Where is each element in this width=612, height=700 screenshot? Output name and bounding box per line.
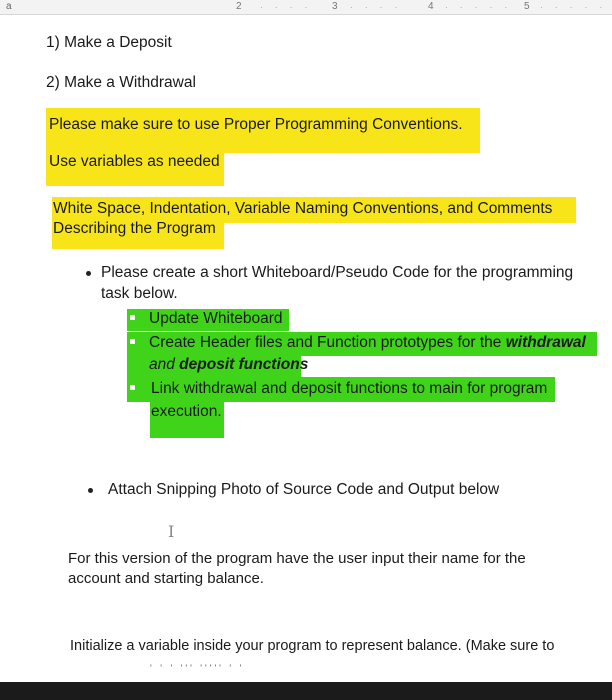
ruler-dots: · · · · · xyxy=(445,3,513,12)
ruler-dots: · · · · xyxy=(260,3,313,12)
sub-bullet-marker xyxy=(130,315,135,320)
note-use-variables: Use variables as needed xyxy=(49,153,220,170)
sub-bullet-and-text: and xyxy=(149,356,180,373)
deposit-functions-emphasis: deposit functions xyxy=(179,356,309,373)
sub-bullet-header-files-text: Create Header files and Function prototypes for the xyxy=(149,334,506,351)
bullet-dot xyxy=(88,488,93,493)
bullet-whiteboard-line2: task below. xyxy=(101,285,178,302)
ruler-number-4: 4 xyxy=(428,1,434,12)
note-proper-conventions: Please make sure to use Proper Programming Conventions. xyxy=(49,116,463,133)
bullet-whiteboard-line1: Please create a short Whiteboard/Pseudo Code for the programming xyxy=(101,264,574,281)
sub-bullet-header-files-line2 xyxy=(149,356,308,374)
ruler-dots: · · · · xyxy=(350,3,403,12)
ruler-dots: · · · · · xyxy=(540,3,608,12)
withdrawal-emphasis: withdrawal xyxy=(505,334,586,351)
sub-bullet-marker xyxy=(130,339,135,344)
item-make-withdrawal: 2) Make a Withdrawal xyxy=(46,74,196,91)
bullet-dot xyxy=(86,271,91,276)
sub-bullet-link-functions-line2: execution. xyxy=(151,403,222,420)
sub-bullet-update-whiteboard: Update Whiteboard xyxy=(149,310,283,327)
ruler-number-2: 2 xyxy=(236,1,242,12)
bullet-attach-snipping: Attach Snipping Photo of Source Code and Output below xyxy=(108,481,500,498)
sub-bullet-header-files-line1 xyxy=(149,334,586,352)
note-describing-program: Describing the Program xyxy=(53,220,216,237)
note-white-space: White Space, Indentation, Variable Naming Conventions, and Comments xyxy=(53,200,553,217)
paragraph-user-input-line2: account and starting balance. xyxy=(68,570,264,587)
cutoff-text-fragments: ' ' ' ''' ''''' ' ' xyxy=(150,663,245,673)
paragraph-user-input-line1: For this version of the program have the user input their name for the xyxy=(68,550,526,567)
sub-bullet-link-functions-line1: Link withdrawal and deposit functions to main for program xyxy=(151,380,548,397)
bottom-dark-bar xyxy=(0,682,612,700)
text-cursor-icon: I xyxy=(168,522,175,541)
paragraph-initialize-balance: Initialize a variable inside your program to represent balance. (Make sure to xyxy=(70,638,555,654)
item-make-deposit: 1) Make a Deposit xyxy=(46,34,172,51)
sub-bullet-marker xyxy=(130,385,135,390)
ruler-corner-glyph: a xyxy=(6,1,12,12)
document-ruler xyxy=(0,0,612,15)
ruler-number-3: 3 xyxy=(332,1,338,12)
ruler-number-5: 5 xyxy=(524,1,530,12)
